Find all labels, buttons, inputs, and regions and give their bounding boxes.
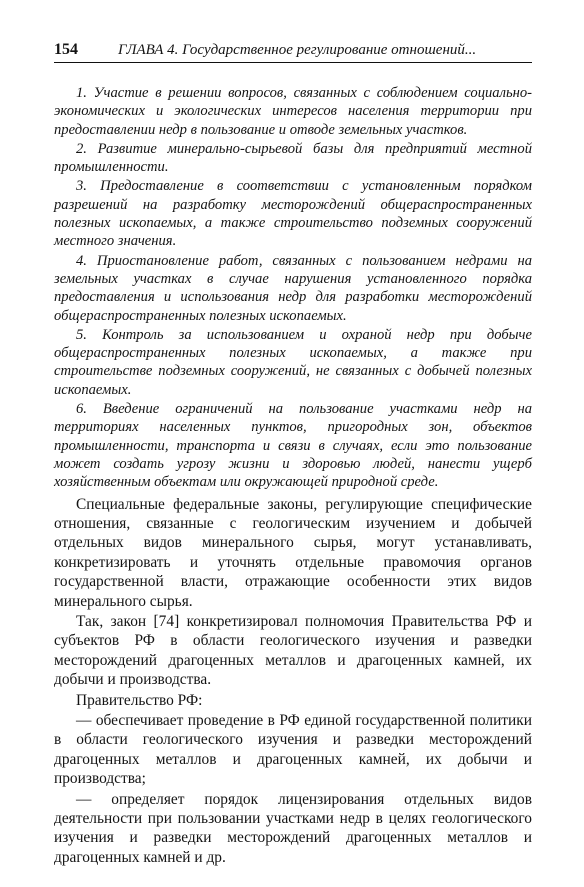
page-header — [54, 40, 532, 63]
page-number: 154 — [54, 41, 78, 58]
paragraph: Так, закон [74] конкретизировал полномочия Правительства РФ и субъектов РФ в области геологического изучения и разведки месторождений драгоценных металлов и драгоценных камней, их добычи и производства. — [54, 612, 532, 689]
list-item: 5. Контроль за использованием и охраной недр при добыче общераспространенных полезных ископаемых, а также при строительстве подземных сооружений, не связанных с добычей полезных ископаемых. — [54, 326, 532, 398]
list-item: 4. Приостановление работ, связанных с пользованием недрами на земельных участках в случае нарушения установленного порядка предоставления и использования недр для разработки месторождений общераспространенных полезных ископаемых. — [54, 252, 532, 324]
paragraph: — определяет порядок лицензирования отдельных видов деятельности при пользовании участками недр в целях геологического изучения и разведки месторождений драгоценных металлов и драгоценных камней и др. — [54, 790, 532, 866]
list-item: 2. Развитие минерально-сырьевой базы для предприятий местной промышленности. — [54, 140, 532, 176]
paragraph: Правительство РФ: — [76, 691, 203, 709]
body-text — [54, 84, 532, 867]
running-title: ГЛАВА 4. Государственное регулирование отношений... — [118, 42, 477, 58]
paragraph: — обеспечивает проведение в РФ единой государственной политики в области геологического изучения и разведки месторождений драгоценных металлов и драгоценных камней, их добычи и производства; — [54, 712, 532, 788]
paragraph: Специальные федеральные законы, регулирующие специфические отношения, связанные с геологическим изучением и добычей отдельных видов минерального сырья, могут устанавливать, конкретизировать и уточнять отдельные правомочия органов государственной власти, отражающие особенности этих видов минерального сырья. — [54, 495, 532, 610]
list-item: 6. Введение ограничений на пользование участками недр на территориях населенных пунктов, пригородных зон, объектов промышленности, транспорта и связи в случаях, если это пользование может создать угрозу жизни и здоровью людей, нанести ущерб хозяйственным объектам или окружающей природной среде. — [54, 401, 532, 491]
list-item: 1. Участие в решении вопросов, связанных с соблюдением социально-экономических и экологических интересов населения территории при предоставлении недр в пользование и отводе земельных участков. — [54, 85, 532, 138]
list-item: 3. Предоставление в соответствии с установленным порядком разрешений на разработку месторождений общераспространенных полезных ископаемых, а также строительство подземных сооружений местного значения. — [54, 178, 532, 250]
